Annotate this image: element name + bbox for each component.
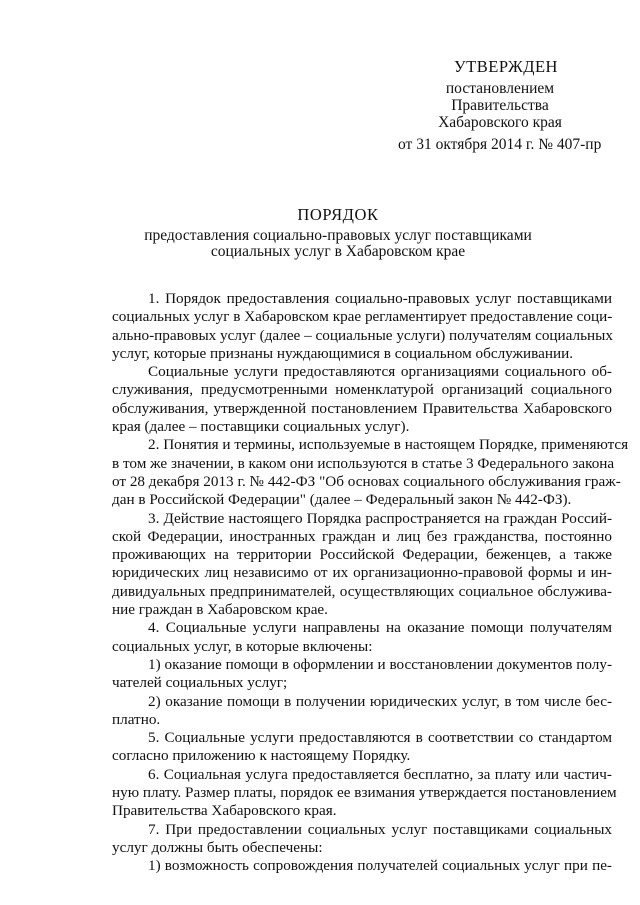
body-text-line: 1) оказание помощи в оформлении и восстановлении документов полу- <box>148 655 612 673</box>
approval-date: от 31 октября 2014 г. № 407-пр <box>398 136 602 153</box>
body-text-line: юридических лиц независимо от их организационно-правовой формы и ин- <box>112 564 612 582</box>
body-text-line: 2) оказание помощи в получении юридических услуг, в том числе бес- <box>148 692 612 710</box>
body-text-line: ную плату. Размер платы, порядок ее взимания утверждается постановлением <box>112 784 617 802</box>
body-text-line: социальных услуг, в которые включены: <box>112 637 373 655</box>
body-text-line: 3. Действие настоящего Порядка распространяется на граждан Россий- <box>148 509 612 527</box>
body-text-line: дан в Российской Федерации" (далее – Федеральный закон № 442-ФЗ). <box>112 491 572 509</box>
approval-title: УТВЕРЖДЕН <box>454 57 558 76</box>
body-text-line: 2. Понятия и термины, используемые в настоящем Порядке, применяются <box>148 436 629 454</box>
document-title: ПОРЯДОК <box>297 205 379 224</box>
body-text-line: ально-правовых услуг (далее – социальные услуги) получателям социальных <box>112 326 613 344</box>
document-subtitle <box>0 228 640 260</box>
body-text-line: услуг должны быть обеспечены: <box>112 838 323 856</box>
body-text-line: чателей социальных услуг; <box>112 674 288 692</box>
body-text-line: платно. <box>112 710 161 728</box>
approval-line: Правительства <box>451 97 549 114</box>
body-text-line: от 28 декабря 2013 г. № 442-ФЗ "Об основах социального обслуживания граж- <box>112 472 621 490</box>
body-text-line: услуг, которые признаны нуждающимися в социальном обслуживании. <box>112 344 574 362</box>
body-text-line: проживающих на территории Российской Федерации, беженцев, а также <box>112 546 612 564</box>
body-text-line: в том же значении, в каком они используются в статье 3 Федерального закона <box>112 454 615 472</box>
body-text-line: 4. Социальные услуги направлены на оказание помощи получателям <box>148 619 612 637</box>
approval-line: постановлением <box>445 80 555 97</box>
approval-stamp <box>380 58 620 153</box>
body-text-line: 7. При предоставлении социальных услуг поставщиками социальных <box>148 820 612 838</box>
body-text-line: края (далее – поставщики социальных услуг). <box>112 418 410 436</box>
body-text-line: 1) возможность сопровождения получателей социальных услуг при пе- <box>148 857 612 875</box>
body-text-line: ние граждан в Хабаровском крае. <box>112 601 328 619</box>
body-text-line: согласно приложению к настоящему Порядку. <box>112 747 411 765</box>
subtitle-line: социальных услуг в Хабаровском крае <box>210 243 466 260</box>
body-text-line: Социальные услуги предоставляются организациями социального об- <box>148 363 612 381</box>
body-text-line: Правительства Хабаровского края. <box>112 802 337 820</box>
body-text-line: обслуживания, утвержденной постановлением Правительства Хабаровского <box>112 399 612 417</box>
approval-line: Хабаровского края <box>438 114 562 131</box>
body-text-line: служивания, предусмотренными номенклатурой организаций социального <box>112 381 612 399</box>
body-text-line: дивидуальных предпринимателей, осуществляющих социальное обслужива- <box>112 582 612 600</box>
body-text-line: 1. Порядок предоставления социально-правовых услуг поставщиками <box>148 290 612 307</box>
body-text-line: ской Федерации, иностранных граждан и лиц без гражданства, постоянно <box>112 527 612 545</box>
body-text-line: 5. Социальные услуги предоставляются в соответствии со стандартом <box>148 729 612 747</box>
body-text-line: 6. Социальная услуга предоставляется бесплатно, за плату или частич- <box>148 765 612 783</box>
document-body <box>112 290 629 876</box>
subtitle-line: предоставления социально-правовых услуг поставщиками <box>144 227 532 244</box>
body-text-line: социальных услуг в Хабаровском крае регламентирует предоставление соци- <box>112 308 613 326</box>
